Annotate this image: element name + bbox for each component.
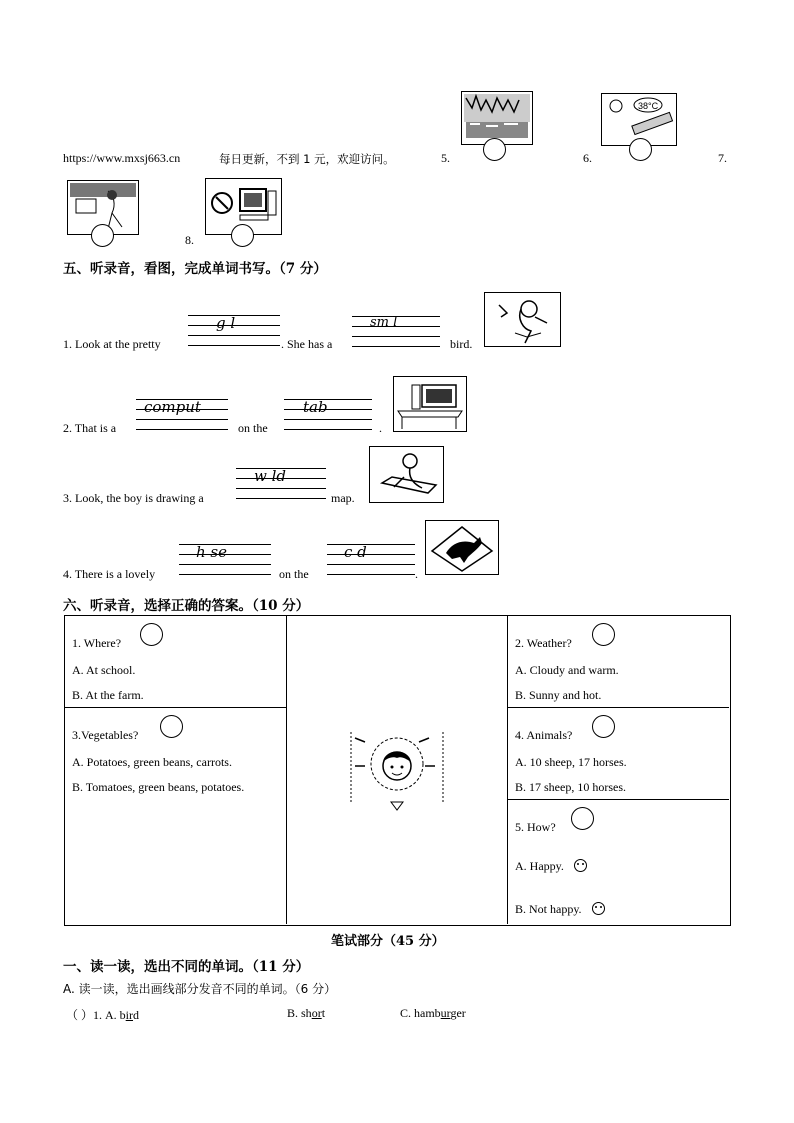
table-divider-left: [286, 615, 287, 924]
table-row-line-left: [64, 707, 286, 708]
table-divider-right: [507, 615, 508, 924]
picture-q1-girl-with-bird: [484, 292, 561, 347]
written-q1-c-underline: ur: [440, 1006, 451, 1020]
q1-text-c: bird.: [450, 337, 473, 351]
written-q1-option-c: [400, 1006, 466, 1021]
q2-answer-2: tab: [303, 398, 328, 416]
q6-1-option-a[interactable]: A. At school.: [72, 663, 136, 677]
center-girl-illustration: [347, 722, 447, 816]
q1-answer-1: g l: [216, 314, 236, 332]
q6-5-option-b: B. Not happy.: [515, 902, 582, 916]
item-6-label: 6.: [583, 151, 592, 165]
written-q1-b-text: B. sh: [287, 1006, 312, 1020]
q2-text-b: on the: [238, 421, 268, 435]
written-q1-bracket: （ ）1. A. b: [66, 1008, 126, 1022]
q1-text-b: . She has a: [281, 337, 333, 351]
temperature-label: 38°C: [638, 101, 659, 111]
picture-q2-computer-on-table: [393, 376, 467, 432]
answer-circle-5[interactable]: [483, 138, 506, 161]
q3-answer-1: w ld: [254, 467, 287, 485]
written-q1-c-end: ger: [450, 1006, 466, 1020]
written-q1-option-b: [287, 1006, 325, 1021]
item-8-label: 8.: [185, 233, 194, 247]
written-q1-row: [66, 1006, 139, 1023]
q6-2-answer-circle[interactable]: [592, 623, 615, 646]
written-q1-a-end: d: [133, 1008, 140, 1022]
picture-q4-horse-on-card: [425, 520, 499, 575]
q6-1-question: 1. Where?: [72, 636, 122, 650]
q6-5-question: 5. How?: [515, 820, 556, 834]
q6-2-option-b[interactable]: B. Sunny and hot.: [515, 688, 602, 702]
q1-answer-2: sm l: [370, 315, 398, 330]
q6-3-option-b[interactable]: B. Tomatoes, green beans, potatoes.: [72, 780, 245, 794]
q1-text-a: 1. Look at the pretty: [63, 337, 161, 351]
q6-1-answer-circle[interactable]: [140, 623, 163, 646]
written-q1-b-underline: or: [311, 1006, 322, 1020]
happy-face-icon: [574, 859, 587, 872]
q6-4-option-a[interactable]: A. 10 sheep, 17 horses.: [515, 755, 627, 769]
item-5-label: 5.: [441, 151, 450, 165]
picture-q3-boy-drawing: [369, 446, 444, 503]
q6-2-option-a[interactable]: A. Cloudy and warm.: [515, 663, 619, 677]
table-row-line-right-1: [507, 707, 729, 708]
q2-answer-1: comput: [144, 398, 201, 416]
q6-5-option-a: A. Happy.: [515, 859, 564, 873]
written-q1-b-end: t: [321, 1006, 326, 1020]
written-part-title: 笔试部分（45 分）: [331, 934, 445, 949]
sun-icon: [610, 100, 622, 112]
source-url: https://www.mxsj663.cn: [63, 151, 181, 165]
q6-3-question: 3.Vegetables?: [72, 728, 139, 742]
q2-text-a: 2. That is a: [63, 421, 117, 435]
q4-text-b: on the: [279, 567, 309, 581]
picture-5-festival: [461, 91, 533, 145]
q2-text-c: .: [379, 421, 382, 435]
q3-text-a: 3. Look, the boy is drawing a: [63, 491, 204, 505]
q6-4-answer-circle[interactable]: [592, 715, 615, 738]
item-7-label: 7.: [718, 151, 727, 165]
written-q1-a-underline: ir: [125, 1008, 134, 1022]
section-5-title: 五、听录音，看图，完成单词书写。（7 分）: [63, 261, 327, 277]
table-row-line-right-2: [507, 799, 729, 800]
q6-5-option-a-row[interactable]: [515, 857, 587, 874]
q6-3-option-a[interactable]: A. Potatoes, green beans, carrots.: [72, 755, 232, 769]
q4-answer-1: h se: [196, 543, 228, 561]
q4-text-a: 4. There is a lovely: [63, 567, 156, 581]
source-notice: 每日更新，不到 1 元，欢迎访问。: [219, 152, 395, 166]
q6-4-question: 4. Animals?: [515, 728, 573, 742]
q6-3-answer-circle[interactable]: [160, 715, 183, 738]
q2-writing-lines-2: [284, 399, 372, 431]
written-part-1-title: 一、读一读，选出不同的单词。（11 分）: [63, 959, 310, 975]
q4-writing-lines-2: [327, 544, 415, 576]
q4-answer-2: c d: [344, 543, 367, 561]
answer-circle-8[interactable]: [231, 224, 254, 247]
q6-5-answer-circle[interactable]: [571, 807, 594, 830]
answer-circle-7[interactable]: [91, 224, 114, 247]
written-q1-c-text: C. hamb: [400, 1006, 441, 1020]
written-part-a-instructions: A. 读一读，选出画线部分发音不同的单词。（6 分）: [63, 982, 337, 996]
q6-5-option-b-row[interactable]: [515, 900, 605, 917]
answer-circle-6[interactable]: [629, 138, 652, 161]
q6-4-option-b[interactable]: B. 17 sheep, 10 horses.: [515, 780, 626, 794]
q4-text-c: .: [415, 567, 418, 581]
q3-text-b: map.: [331, 491, 355, 505]
section-6-title: 六、听录音，选择正确的答案。（10 分）: [63, 598, 310, 614]
q6-2-question: 2. Weather?: [515, 636, 572, 650]
q6-1-option-b[interactable]: B. At the farm.: [72, 688, 144, 702]
sad-face-icon: [592, 902, 605, 915]
